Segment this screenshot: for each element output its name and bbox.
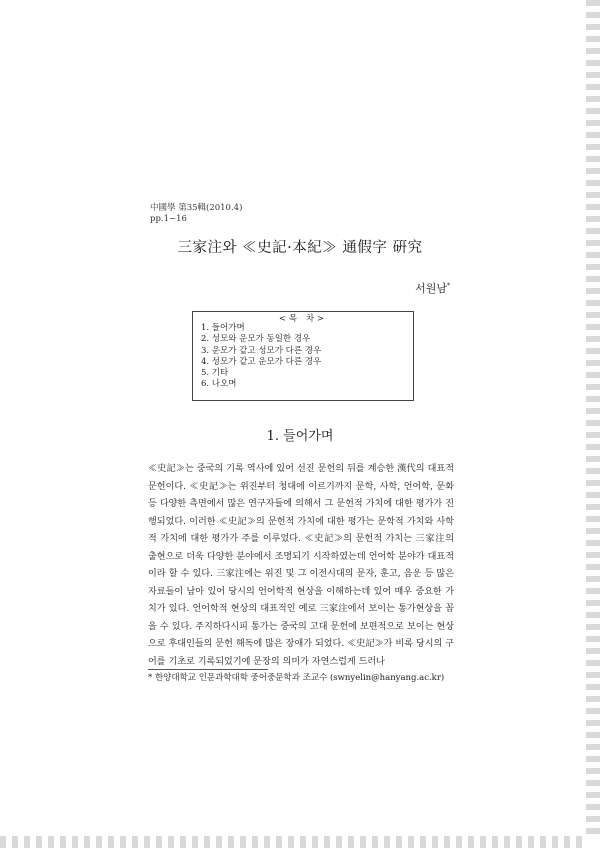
toc-list xyxy=(201,323,321,391)
toc-item: 4. 성모가 같고 운모가 다른 경우 xyxy=(201,356,322,367)
journal-volume: 中國學 第35輯(2010.4) xyxy=(150,203,243,213)
footnote-divider xyxy=(148,669,268,670)
author-name: 서원남 xyxy=(415,282,447,295)
toc-item: 2. 성모와 운모가 동일한 경우 xyxy=(201,334,311,345)
toc-item: 6. 나오며 xyxy=(201,379,237,390)
author-footnote-mark: * xyxy=(447,282,450,290)
page-corner xyxy=(586,836,600,848)
author xyxy=(415,280,450,296)
right-page-border xyxy=(586,0,600,848)
toc-item: 1. 들어가며 xyxy=(201,323,245,333)
table-of-contents xyxy=(192,311,414,401)
journal-info xyxy=(150,203,242,225)
footnote: * 한양대학교 인문과학대학 중어중문학과 조교수 (swnyelin@hanyang.ac.kr) xyxy=(148,673,445,683)
section-heading: 1. 들어가며 xyxy=(266,429,334,444)
journal-pages: pp.1~16 xyxy=(150,214,187,224)
toc-item: 5. 기타 xyxy=(201,368,229,379)
paper-title: 三家注와 ≪史記·本紀≫ 通假字 硏究 xyxy=(177,240,423,256)
toc-heading: <목 차> xyxy=(193,306,413,325)
bottom-page-border xyxy=(0,836,586,848)
body-paragraph: ≪史記≫는 중국의 기록 역사에 있어 선진 문헌의 뒤를 계승한 漢代의 대표적 문헌이다. ≪史記≫는 위진부터 청대에 이르기까지 문학, 사학, 언어학, 문화 등 다양한 측면에서 많은 연구자들에 의해서 그 문헌적 가치에 대한 평가가 진행되었다. 이러한 ≪史記≫의 문헌적 가치에 대한 평가는 문학적 가치와 사학적 가치에 대한 평가가 주를 이루었다. ≪史記≫의 문헌적 가치는 三家注의 출현으로 더욱 다양한 분야에서 조명되기 시작하였는데 언어학 분야가 대표적이라 할 수 있다. 三家注에는 위진 및 그 이전시대의 문자, 훈고, 음운 등 많은 자료들이 남아 있어 당시의 언어학적 현상을 이해하는데 있어 매우 중요한 가치가 있다. 언어학적 현상의 대표적인 예로 三家注에서 보이는 통가현상을 꼽을 수 있다. 주지하다시피 통가는 중국의 고대 문헌에 보편적으로 보이는 현상으로 후대인들의 문헌 해독에 많은 장애가 되었다. ≪史記≫가 비록 당시의 구어를 기초로 기록되었기에 문장의 의미가 자연스럽게 드러나 xyxy=(148,464,454,667)
toc-item: 3. 운모가 같고 성모가 다른 경우 xyxy=(201,345,322,356)
